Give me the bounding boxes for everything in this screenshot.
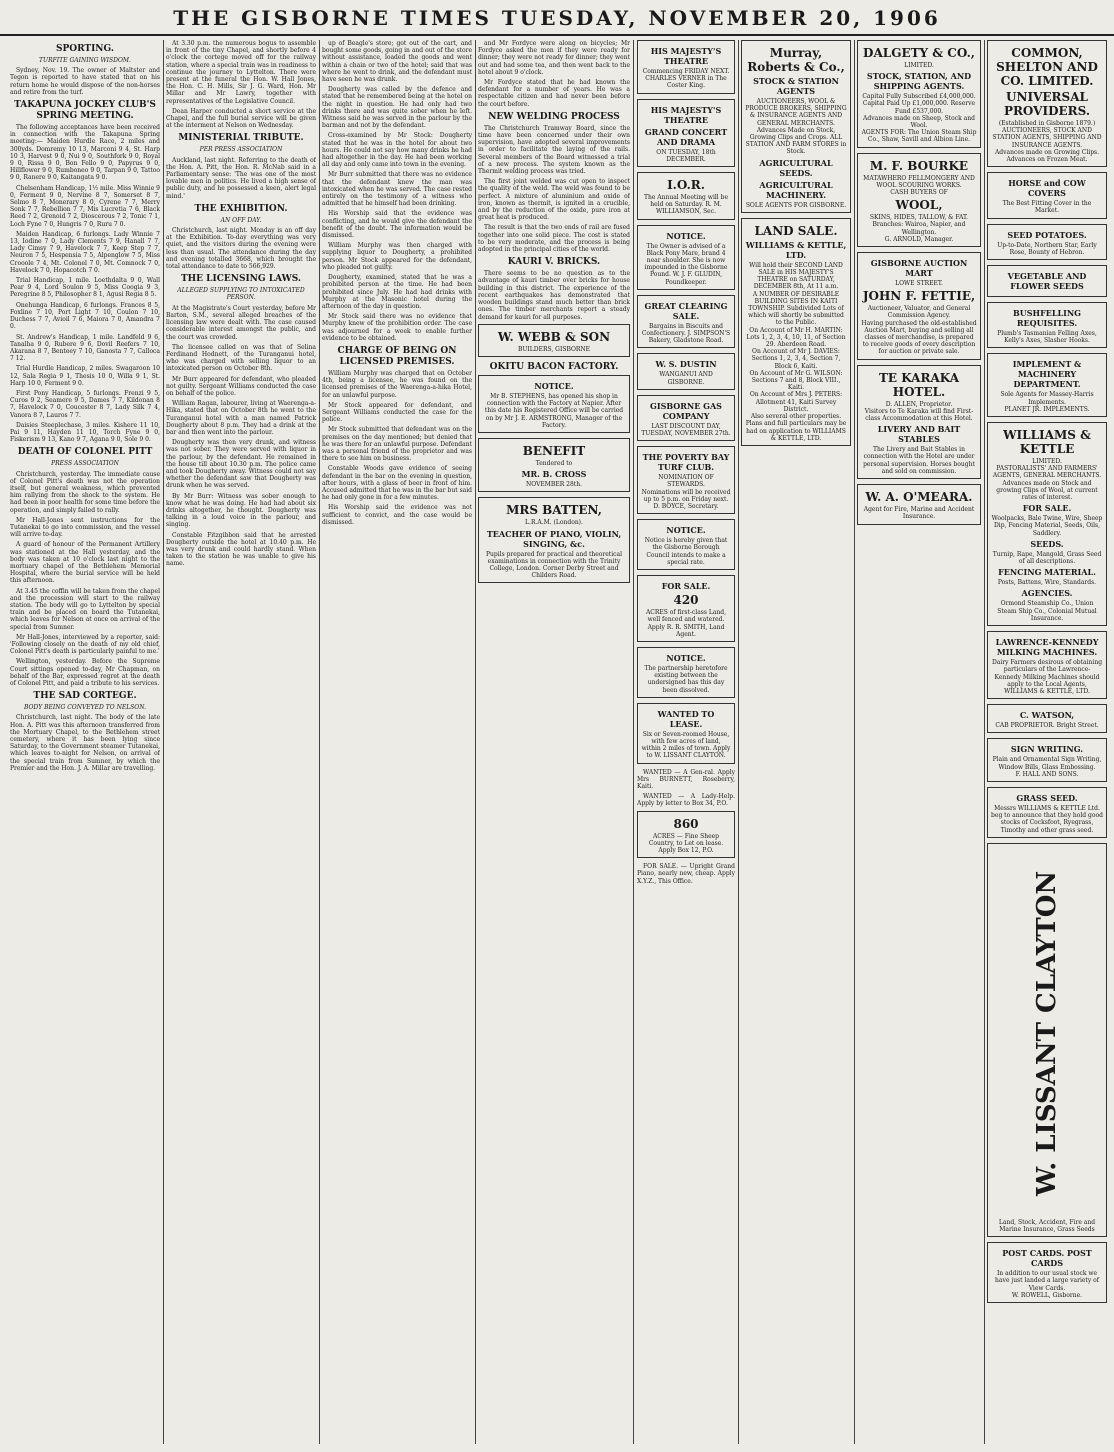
subheading: ALLEGED SUPPLYING TO INTOXICATED PERSON. [177,287,305,302]
ad-text: JOHN F. FETTIE, [862,289,976,304]
masthead-title: THE GISBORNE TIMES TUESDAY, NOVEMBER 20, 1906 [173,6,941,30]
ad-title: NOTICE. [666,230,706,241]
ad-text: GRAND CONCERT AND DRAMA [644,126,728,147]
article-paragraph: By Mr Burr: Witness was sober enough to know what he was doing. He had had about six drinks altogether, he thought. Dougherty was talking in a loud voice in the parlour, and singing. [166,492,316,529]
ad-title: BENEFIT [522,443,586,458]
ad-notice-pony [637,225,735,290]
ad-title: NOTICE. [666,652,706,663]
ad-text: AGENTS FOR: The Union Steam Ship Co., Shaw, Savill and Albion Line. [861,129,977,144]
column-rule [319,40,320,1444]
ad-text: LAST DISCOUNT DAY, TUESDAY, NOVEMBER 27th. [641,422,731,438]
ad-text: On Account of Mr J. DAVIES: Sections 1, 2, 3, 4, Section 7, Block 6, Kaiti. [751,348,841,370]
heading-takapuna: TAKAPUNA JOCKEY CLUB'S SPRING MEETING. [14,100,156,122]
ad-for-sale-land [637,575,735,642]
ad-text: Pupils prepared for practical and theoretical examinations in connection with the Trinity College, London. Corner Derby Street and Childers Road. [486,550,622,580]
article-paragraph: Dougherty, examined, stated that he was a prohibited person at the time. He had been prohibited since July. He had had drinks with Murphy at the Masonic hotel during the afternoon of the day in question. [322,274,472,310]
column-2 [166,40,316,1444]
ad-text: Notice is hereby given that the Gisborne Borough Council intends to make a special rate. [644,537,728,566]
ad-text: In addition to our usual stock we have just landed a large variety of View Cards. [995,1270,1099,1292]
column-7-lower [857,1000,981,1440]
ad-text: (Established in Gisborne 1879.) [998,120,1096,127]
heading-exhibition: THE EXHIBITION. [194,203,288,214]
ad-batten [478,497,630,583]
ad-title: SEED POTATOES. [1007,229,1087,240]
ad-text: AGENCIES. [1021,588,1073,599]
ad-title: WILLIAMS & KETTLE [1003,428,1091,457]
article-paragraph: The following acceptances have been received in connection with the Takapuna Spring meeting:— Maiden Hurdle Race, 2 miles and 300yds. Domremy 10 13, Marconi 9 4, St. Harp 10 3, Harvest 9 0, Nui 9 0, Southfork 9 0, Royal 9 0, Rissa 9 0, Bon Fello 9 0, Papyrus 9 0, Hillflower 9 0, Rumboneo 9 0, Tarpan 9 0, Tattoo 9 0, Ranere 9 0, Kaitangata 9 0. [10,124,160,182]
column-4 [478,40,630,1444]
subheading: PER PRESS ASSOCIATION [199,146,283,154]
ad-text: On Account of Mrs J. PETERS: Allotment 41, Kaiti Survey District. [749,391,843,413]
ad-bourke [857,153,981,247]
ad-title: THE POVERTY BAY TURF CLUB. [642,452,730,473]
ad-text: CASH BUYERS OF [890,189,948,197]
ad-title: IMPLEMENT & MACHINERY DEPARTMENT. [1012,359,1082,390]
ad-okitu [478,375,630,433]
column-rule [163,40,164,1444]
ad-text: Commencing FRIDAY NEXT. [642,68,730,75]
subheading: TURFITE GAINING WISDOM. [39,57,131,64]
ad-text: Visitors to Te Karaka will find First-class Accommodation at this Hotel. [864,407,974,423]
ad-title: MRS BATTEN, [506,503,602,518]
ad-text: Woolpacks, Bale Twine, Wire, Sheep Dip, Fencing Material, Seeds, Oils, Saddlery. [991,515,1103,537]
subheading: AN OFF DAY. [220,216,262,224]
ad-clearing-sale [637,295,735,349]
ad-theatre [637,40,735,94]
article-paragraph: Wellington, yesterday. Before the Supreme Court sittings opened to-day, Mr Chapman, on behalf of the Bar, expressed regret at the death of Colonel Pitt, and paid a tribute to his services. [10,658,160,688]
ad-text: Turnip, Rape, Mangold, Grass Seed of all descriptions. [992,550,1102,566]
ad-text: Sole Agents for Massey-Harris Implements. [1000,391,1094,406]
ad-auction-mart [857,252,981,360]
ad-title: GISBORNE AUCTION MART [870,258,968,279]
ad-text: UNIVERSAL PROVIDERS. [1003,90,1091,118]
column-rule [738,40,739,1444]
ad-text: WANGANUI AND GISBORNE. [659,371,713,386]
ad-title: POST CARDS. POST CARDS [1002,1248,1092,1269]
article-paragraph: Mr Stock appeared for defendant, and Sergeant Williams conducted the case for the police. [322,401,472,424]
masthead [0,0,1114,36]
ad-title: HIS MAJESTY'S THEATRE [650,104,722,125]
column-6 [741,40,851,1444]
ad-text: The Owner is advised of a Black Pony Mare, brand 4 near shoulder. She is now impounded in the Gisborne Pound. W. J. F. GLUDIN, Poundkeeper. [644,242,728,286]
article-paragraph: The result is that the two ends of rail are fused together into one solid piece. The cost is stated to be very moderate, and the process is being adopted in the principal cities of the world. [478,224,630,254]
ad-text: SOLE AGENTS FOR GISBORNE. [745,201,847,209]
ad-text: Agent for Fire, Marine and Accident Insurance. [863,506,975,521]
ad-text: ACRES — Fine Sheep Country, to Let on lease. Apply Box 12, P.O. [648,832,724,854]
ad-text: Capital Fully Subscribed £4,000,000. Capital Paid Up £1,000,000. Reserve Fund £537,000. [862,93,976,115]
ad-ior [637,172,735,220]
ad-text: STOCK & STATION AGENTS [753,76,839,96]
ad-text: D. ALLEN, Proprietor. [885,400,953,408]
ad-text: Will hold their SECOND LAND SALE in HIS MAJESTY'S THEATRE on SATURDAY, DECEMBER 8th, At 11 a.m. [749,261,843,291]
ad-text: The partnership heretofore existing between the undersigned has this day been dissolved. [644,664,728,694]
ad-text: Advances made on Sheep, Stock and Wool. [863,114,975,130]
article-paragraph: The licensee called on was that of Selina Ferdinand Hodnett, of the Turanganui hotel, who was charged with selling liquor to an intoxicated person on October 8th. [166,343,316,373]
ad-text: Plain and Ornamental Sign Writing, Window Bills, Glass Embossing. [992,756,1102,771]
heading-death-of-colonel-pitt: DEATH OF COLONEL PITT [17,447,153,458]
article-paragraph: At 3.45 the coffin will be taken from the chapel and the procession will start to the railway station. The body will go to Lyttelton by special train and be placed on board the Tutanekai, which leaves for Nelson at once on arrival of the special from Sumner. [10,587,160,631]
ad-text: AGRICULTURAL MACHINERY. [759,179,833,200]
ad-text: Tendered to [535,459,573,467]
heading-licensing-laws: THE LICENSING LAWS. [180,274,302,285]
ad-grass-seed [987,787,1107,838]
article-paragraph: Onehunga Handicap, 6 furlongs. Frances 8 5, Foxline 7 10, Port Light 7 10, Coulon 7 10, Duchess 7 7, Avioil 7 6, Maiora 7 0, Amandra 7 0. [10,301,160,331]
ad-title: C. WATSON, [1019,710,1075,721]
ad-text: SEEDS. [1030,538,1064,549]
ad-benefit [478,438,630,492]
ad-turf-club [637,446,735,514]
column-3 [322,40,472,1444]
ad-title: NOTICE. [666,525,706,536]
ad-title: I.O.R. [667,178,705,193]
heading-okitu: OKITU BACON FACTORY. [489,361,619,372]
ad-text: LIVERY AND BAIT STABLES [877,424,961,445]
heading-kauri-bricks: KAURI V. BRICKS. [507,257,601,268]
ad-title: HIS MAJESTY'S THEATRE [650,46,722,66]
ad-text: Advances made on Stock and growing Clips of Wool, at current rates of interest. [996,479,1098,502]
ad-title: 860 [673,816,699,831]
column-rule [475,40,476,1444]
ad-text: Ormond Steamship Co., Union Steam Ship Co., Colonial Mutual Insurance. [997,600,1097,622]
heading-welding: NEW WELDING PROCESS [488,111,620,122]
ad-text: STOCK, STATION, AND SHIPPING AGENTS. [866,71,972,92]
heading-sporting: SPORTING. [55,44,115,54]
ad-text: LIMITED. [1032,458,1062,466]
ad-text: 420 [673,593,699,608]
ad-te-karaka-hotel [857,365,981,479]
ad-title: W. WEBB & SON [497,329,611,344]
ad-text: PLANET JR. IMPLEMENTS. [1004,405,1090,413]
ad-text: LIMITED. [904,62,934,69]
ad-title: SIGN WRITING. [1010,744,1084,755]
heading-sad-cortege: THE SAD CORTEGE. [33,691,137,702]
ad-title: COMMON, SHELTON AND CO. LIMITED. [996,46,1098,88]
article-paragraph: Auckland, last night. Referring to the death of the Hon. A. Pitt, the Hon. R. McNab said in a Parliamentary sense: 'The was one of the most lovable men in politics. He lived a high sense of public duty, and he possessed a keen, alert legal mind.' [166,156,316,200]
ad-text: Messrs WILLIAMS & KETTLE Ltd. beg to announce that they hold good stocks of Cocksfoot, Ryegrass, Timothy and other grass seed. [991,804,1103,834]
ad-title: NOTICE. [534,380,574,391]
ad-text: TEACHER OF PIANO, VIOLIN, SINGING, &c. [486,528,622,549]
ad-seed-potatoes [987,224,1107,260]
subheading: PRESS ASSOCIATION [51,460,119,468]
classified-ad: WANTED — A Gen-ral. Apply Mrs BURNETT, Roseberry, Kaiti. [637,768,735,790]
article-paragraph: Mr Stock said there was no evidence that Murphy knew of the prohibition order. The case was adjourned for a week to enable further evidence to be obtained. [322,313,472,342]
article-paragraph: up of Beagle's store; got out of the cart, and bought some goods, going in and out of the store without assistance, loaded the goods and went within a chain or two of the hotel; said that was where he went to drink, and the defendant must have seen he was drunk. [322,40,472,84]
ad-common-shelton [987,40,1107,167]
article-paragraph: His Worship said the evidence was not sufficient to convict, and the case would be dismissed. [322,504,472,526]
ad-text: On Account of Mr H. MARTIN: Lots 1, 2, 3, 4, 10, 11, of Section 29. Aberdeen Road. [746,326,846,349]
article-paragraph: Christchurch, last night. The body of the late Hon. A. Pitt was this afternoon transferred from the Mortuary Chapel, to the Bethlehem street cemetery, where it has been lying since Saturday, to the Government steamer Tutanekai, which leaves to-night for Nelson, on arrival of the special train from Sumner, by which the Premier and the Hon. J. A. Millar are travelling. [10,714,160,772]
article-paragraph: At 3.30 p.m. the numerous bogus to assemble in front of the tiny Chapel, and shortly before 4 o'clock the cortege moved off for the railway station, where a special train was in readiness to continue the journey to Lyttelton. There were present at the funeral the Hon. W. Hall Jones, the Hon. C. H. Mills, Sir J. G. Ward, Hon. Mr Millar and Mr Lawry, together with representatives of the Legislative Council. [166,40,316,105]
ad-text: The Annual Meeting will be held on Saturday. R. M. WILLIAMSON, Sec. [643,194,729,216]
ad-title: LAND SALE. [754,223,838,238]
ad-text: MATAWHERO FELLMONGERY AND WOOL SCOURING WORKS. [863,174,975,189]
article-paragraph: Daisies Steeplechase, 3 miles. Kishere 11 10, Pai 9 11, Hayden 11 10, Torch Fyne 9 0, Fiskerism 9 13, Kano 9 7, Agana 9 0, Sole 9 0. [10,421,160,444]
ad-title: M. F. BOURKE [869,158,969,173]
ad-title: W. LISSANT CLAYTON [1032,870,1062,1196]
ad-title: GRASS SEED. [1016,792,1078,803]
article-paragraph: Mr Hall-Jones, interviewed by a reporter, said: 'Following closely on the death of my old chief, Colonel Pitt's death is particularly painful to me.' [10,633,160,656]
ad-text: WILLIAMS & KETTLE, LTD. [745,239,847,260]
ad-title: BUSHFELLING REQUISITES. [1013,308,1081,329]
article-paragraph: Mr Fordyce stated that he had known the defendant for a number of years. He was a respectable citizen and had never been before the court before. [478,79,630,108]
ad-text: F. HALL AND SONS. [1015,770,1079,778]
ad-text: Advances made on Growing Clips. Advances on Frozen Meat. [994,148,1100,164]
ad-land-sale [741,218,851,446]
article-paragraph: William Murphy was then charged with supplying liquor to Dougherty, a prohibited person. Mr Stock appeared for the defendant, who pleaded not guilty. [322,242,472,271]
ad-text: Having purchased the old-established Auction Mart, buying and selling all classes of merchandise, is prepared to receive goods of every description for auction or private sale. [861,319,977,356]
ad-dalgety [857,40,981,148]
ad-text: Six or Seven-roomed House, with few acres of land, within 2 miles of town. Apply to W. LISSANT CLAYTON. [641,730,731,760]
article-paragraph: Constable Fitzgibbon said that he arrested Dougherty outside the hotel at 10.40 p.m. He was very drunk and could hardly stand. When taken to the station he was unable to give his name. [166,531,316,568]
column-1 [10,40,160,1444]
article-paragraph: Maiden Handicap, 6 furlongs. Lady Winnie 7 13, Iodine 7 0, Lady Clements 7 9, Hanall 7 7, Lady Cimsy 7 9, Havelock 7 7, Keep Step 7 7, Neuron 7 5, Hespensia 7 5, Alpenglow 7 5, Miss Crooole 7 4, Mt. Colonel 7 0, Mt. Comnock 7 0, Havelock 7 0, Hopacotch 7 0. [10,230,160,274]
article-paragraph: and Mr Fordyce were along on bicycles; Mr Fordyce asked the men if they were ready for dinner; they were not ready for dinner; they went out and had some tea, and then went back to the hotel about 9 o'clock. [478,40,630,76]
ad-murray-roberts [741,40,851,213]
article-paragraph: Mr Stock submitted that defendant was on the premises on the day mentioned; but denied that he was there for an unlawful purpose. Defendant was a personal friend of the proprietor and was there to see him on business. [322,426,472,463]
ad-text: NOVEMBER 28th. [526,481,582,489]
ad-title: Murray, Roberts & Co., [747,46,845,74]
article-paragraph: Cross-examined by Mr Stock: Dougherty stated that he was in the hotel for about two hours. He could not say how many drinks he had had altogether in the day. He had been working all day and only came into town in the evening. [322,132,472,169]
ad-title: DALGETY & CO., [863,46,975,60]
ad-text: G. ARNOLD, Manager. [884,235,954,243]
article-paragraph: William Murphy was charged that on October 4th, being a licensee, he was found on the licensed premises of the Waerenga-a-hika Hotel, for an unlawful purpose. [322,369,472,399]
column-8 [987,40,1107,1444]
ad-text: FENCING MATERIAL. [998,567,1096,578]
ad-text: Nominations will be received up to 5 p.m. on Friday next. D. BOYCE, Secretary. [641,488,731,511]
ad-text: ACRES of first-class Land, well fenced and watered. Apply R. R. SMITH, Land Agent. [645,609,727,638]
ad-text: CHARLES VERNER in The Coster King. [645,75,727,90]
ad-clayton-vertical [987,843,1107,1237]
ad-implement [987,353,1107,417]
ad-text: BUILDERS, GISBORNE [517,345,591,353]
article-paragraph: His Worship said that the evidence was conflicting, and he would give the defendant the benefit of the doubt. The information would be dismissed. [322,210,472,240]
column-5 [637,40,735,1444]
ad-text: AUCTIONEERS, WOOL & PRODUCE BROKERS, SHIPPING & INSURANCE AGENTS AND GENERAL MERCHANTS. [745,98,847,127]
ad-partnership [637,647,735,698]
ad-gas-company [637,395,735,441]
article-paragraph: Mr Burr submitted that there was no evidence that the defendant knew the man was intoxicated when he was served. The case rested entirely on the testimony of a witness who admitted that he himself had been drinking. [322,171,472,208]
ad-text: NOMINATION OF STEWARDS. [658,474,714,489]
article-paragraph: At the Magistrate's Court yesterday, before Mr Barton, S.M., several alleged breaches of the licensing law were dealt with. The case caused considerable interest amongst the public, and the court was crowded. [166,304,316,341]
ad-post-cards [987,1242,1107,1303]
ad-webb [478,324,630,357]
ad-omeara [857,484,981,524]
ad-dustin [637,353,735,389]
ad-text: LOWE STREET. [895,280,943,288]
ad-title: HORSE and COW COVERS [1008,178,1086,199]
ad-watson-cab [987,704,1107,733]
ad-theatre-concert [637,99,735,167]
ad-text: Auctioneer, Valuator, and General Commission Agency. [867,305,971,320]
ad-horse-covers [987,172,1107,218]
article-paragraph: Mr Hall-Jones sent instructions for the Tutanekai to go into commission, and the vessel will arrive to-day. [10,516,160,539]
ad-sign-writing [987,738,1107,782]
article-paragraph: Dougherty was then very drunk, and witness was not sober. They were served with liquor in the parlour, by the defendant. He remained in the house till about 10.30 p.m. The police came and took Dougherty away. Witness could not say whether the defendant saw that Dougherty was drunk when he was served. [166,439,316,490]
ad-wanted-lease [637,703,735,764]
ad-text: The Livery and Bait Stables in connection with the Hotel are under personal supervision. Horses bought and sold on commission. [863,446,975,475]
article-paragraph: The first joint welded was cut open to inspect the quality of the weld. The weld was found to be perfect. A mixture of aluminium and oxide of iron, known as thermit, is ignited in a crucible, and by the reduction of the oxide, pure iron at great heat is produced. [478,178,630,222]
ad-text: Plumb's Tasmanian Felling Axes, Kelly's Axes, Slasher Hooks. [997,330,1097,345]
ad-title: LAWRENCE-KENNEDY MILKING MACHINES. [995,637,1099,658]
ad-title: W. A. O'MEARA. [865,490,973,505]
article-paragraph: Mr Burr appeared for defendant, who pleaded not guilty. Sergeant Williams conducted the case on behalf of the police. [166,375,316,397]
classified-ad: FOR SALE. — Upright Grand Piano, nearly new, cheap. Apply X.Y.Z., This Office. [637,863,735,885]
article-paragraph: Trial Handicap, 1 mile. Loethdalta 9 0, Wall Pear 9 4, Lord Soulon 9 5, Miss Coogia 9 3, Peregrine 8 5, Philosopher 8 1, Agusi Regia 8 5. [10,277,160,299]
ad-text: Posts, Battens, Wire, Standards. [997,579,1097,587]
ad-text: WOOL, [895,198,943,213]
ad-sheep-country [637,811,735,859]
article-paragraph: First Pony Handicap, 5 furlongs. Frenzi 9 5, Curos 9 2, Seamere 9 5, Dames 7 7, Kildonan 8 7, Havelock 7 0, Coucester 8 7, Lady Silk 7 4, Vanora 8 7, Lauros 7 7. [10,389,160,419]
article-paragraph: Dean Harper conducted a short service at the Chapel, and the full burial service will be given at the interment at Nelson on Wednesday. [166,107,316,130]
article-paragraph: Christchurch, last night. Monday is an off day at the Exhibition. To-day everything was very quiet, and the visitors during the evening were less than usual. The attendance during the day and evening totalled 3668, which brought the total attendance to date to 566,929. [166,227,316,271]
article-paragraph: There seems to be no question as to the advantage of kauri timber over bricks for house building in this district. The experience of the recent earthquakes has demonstrated that wooden buildings stand much better than brick ones. The timber merchants report a steady demand for kauri for all purposes. [478,270,630,321]
article-paragraph: Chelsenham Handicap, 1½ mile. Miss Winnie 9 0, Ferment 9 0, Nervine 8 7, Somerset 8 7, Selmo 8 7, Monerary 8 0, Cyrene 7 7, Merry Sonk 7 7, Rebellion 7 7, Mis Lucretia 7 6, Black Reed 7 2, Grenoid 7 2, Dioscerous 7 2, Tonic 7 1, Loch Fyne 7 0, Hungris 7 0, Ruru 7 0. [10,184,160,228]
ad-title: GREAT CLEARING SALE. [644,300,728,321]
ad-title: TE KARAKA HOTEL. [878,370,960,399]
article-paragraph: Dougherty was called by the defence and stated that he remembered being at the hotel on the night in question. He had only had two drinks there and was quite sober when he left. Witness said he was served in the parlour by the barman and not by the defendant. [322,86,472,130]
article-paragraph: Trial Hurdle Handicap, 2 miles. Swagaroon 10 12, Sala Regia 9 1, Thesis 10 0, Willa 9 1, St. Harp 10 0, Ferment 9 0. [10,365,160,387]
ad-text: L.R.A.M. (London). [525,519,583,527]
article-paragraph: St. Andrew's Handicap, 1 mile. Landfeld 9 6, Tanalha 9 0, Rubere 9 6, Dovil Reefers 7 10, Akarana 8 7, Benteey 7 10, Ganosta 7 7, Calloca 7 12. [10,333,160,363]
ad-text: Land, Stock, Accident, Fire and Marine Insurance, Grass Seeds [998,1218,1096,1233]
ad-text: Also several other properties. Plans and full particulars may be had on application to WILLIAMS & KETTLE, LTD. [745,413,847,442]
ad-text: On Account of Mr G. WILSON: Sections 7 and 8, Block VIII., Kaiti. [749,369,843,392]
ad-notice-borough [637,519,735,570]
heading-licensed-premises: CHARGE OF BEING ON LICENSED PREMISES. [337,345,457,367]
column-rule [854,40,855,1444]
column-rule [984,40,985,1444]
ad-title: VEGETABLE AND FLOWER SEEDS [1007,271,1087,292]
ad-text: MR. B. CROSS [521,469,587,480]
ad-title: W. S. DUSTIN [655,359,717,370]
column-rule [633,40,634,1444]
ad-text: FOR SALE. [1022,503,1072,514]
ad-title: GISBORNE GAS COMPANY [650,400,722,421]
ad-milking-machines [987,631,1107,699]
ad-text: W. ROWELL, Gisborne. [1011,1291,1083,1299]
ad-williams-kettle-main [987,422,1107,626]
ad-text: AGRICULTURAL SEEDS. [759,157,833,178]
classified-ad: WANTED — A Lady-Help. Apply by letter to Box 34, P.O. [637,793,735,808]
article-paragraph: A guard of honour of the Permanent Artillery was stationed at the Hall yesterday, and the body was taken at 10 o'clock last night to the mortuary chapel of the Bethlehem Memorial Hospital, where the burial service will be held this afternoon. [10,541,160,585]
ad-text: Advances Made on Stock, Growing Clips and Crops. ALL STATION AND FARM STORES in Stock. [745,126,847,156]
ad-title: FOR SALE. [661,581,711,592]
ad-text: ON TUESDAY, 18th DECEMBER. [656,148,716,163]
ad-text: The Best Fitting Cover in the Market. [1002,200,1092,215]
ad-text: Mr B. STEPHENS, has opened his shop in connection with the Factory at Napier. After this date his Registered Office will be carried on by Mr J. E. ARMSTRONG, Manager of the Factory. [484,392,624,429]
ad-text: Branches: Wairoa, Napier, and Wellington. [872,221,966,236]
article-paragraph: Sydney, Nov. 19. The owner of Maltster and Tegon is reported to have stated that on his return home he would dispose of the non-horses and retire from the turf. [10,67,160,96]
heading-ministerial-tribute: MINISTERIAL TRIBUTE. [178,133,304,144]
ad-title: WANTED TO LEASE. [657,708,715,729]
article-paragraph: The Christchurch Tramway Board, since the time have been concerned under their own supervision, have adopted several improvements in order to facilitate the laying of the rails. Several members of the Board witnessed a trial of a new process. The system known as the Thermit welding process was tried. [478,124,630,176]
ad-text: Dairy Farmers desirous of obtaining particulars of the Lawrence-Kennedy Milking Machines should apply to the Local Agents, WILLIAMS & KETTLE, LTD. [991,659,1103,695]
ad-text: Up-to-Date, Northern Star, Early Rose, Bounty of Hebron. [997,241,1097,256]
ad-text: CAB PROPRIETOR. Bright Street. [995,722,1099,730]
ad-text: Bargains in Biscuits and Confectionery. J. SIMPSON'S Bakery, Gladstone Road. [641,322,731,345]
ad-text: SKINS, HIDES, TALLOW, & FAT. [869,214,969,222]
ad-text: A NUMBER OF DESIRABLE BUILDING SITES IN KAITI TOWNSHIP. Subdivided Lots of which will shortly be submitted to the Public. [748,290,844,327]
article-paragraph: Constable Woods gave evidence of seeing defendant in the bar on the evening in question, after hours, with a glass of beer in front of him. Accused admitted that he was in the bar but said he had only gone in for a few minutes. [322,465,472,502]
ad-vegetable-seeds [987,265,1107,297]
ad-text: PASTORALISTS' AND FARMERS' AGENTS, GENERAL MERCHANTS. [992,465,1102,480]
article-paragraph: Christchurch, yesterday. The immediate cause of Colonel Pitt's death was not the operation itself, but general weakness, which prevented him rallying from the shock to the system. He had been in poor health for some time before the operation, and simply failed to rally. [10,470,160,514]
article-paragraph: William Ragan, labourer, living at Waerenga-a-Hika, stated that on October 8th he went to the Turanganui hotel with a man named Patrick Dougherty about 8 p.m. They had a drink at the bar and then went into the parlour. [166,400,316,436]
ad-text: AUCTIONEERS, STOCK AND STATION AGENTS, SHIPPING AND INSURANCE AGENTS. [992,127,1102,149]
ad-bushfelling [987,302,1107,348]
subheading: BODY BEING CONVEYED TO NELSON. [23,704,146,712]
